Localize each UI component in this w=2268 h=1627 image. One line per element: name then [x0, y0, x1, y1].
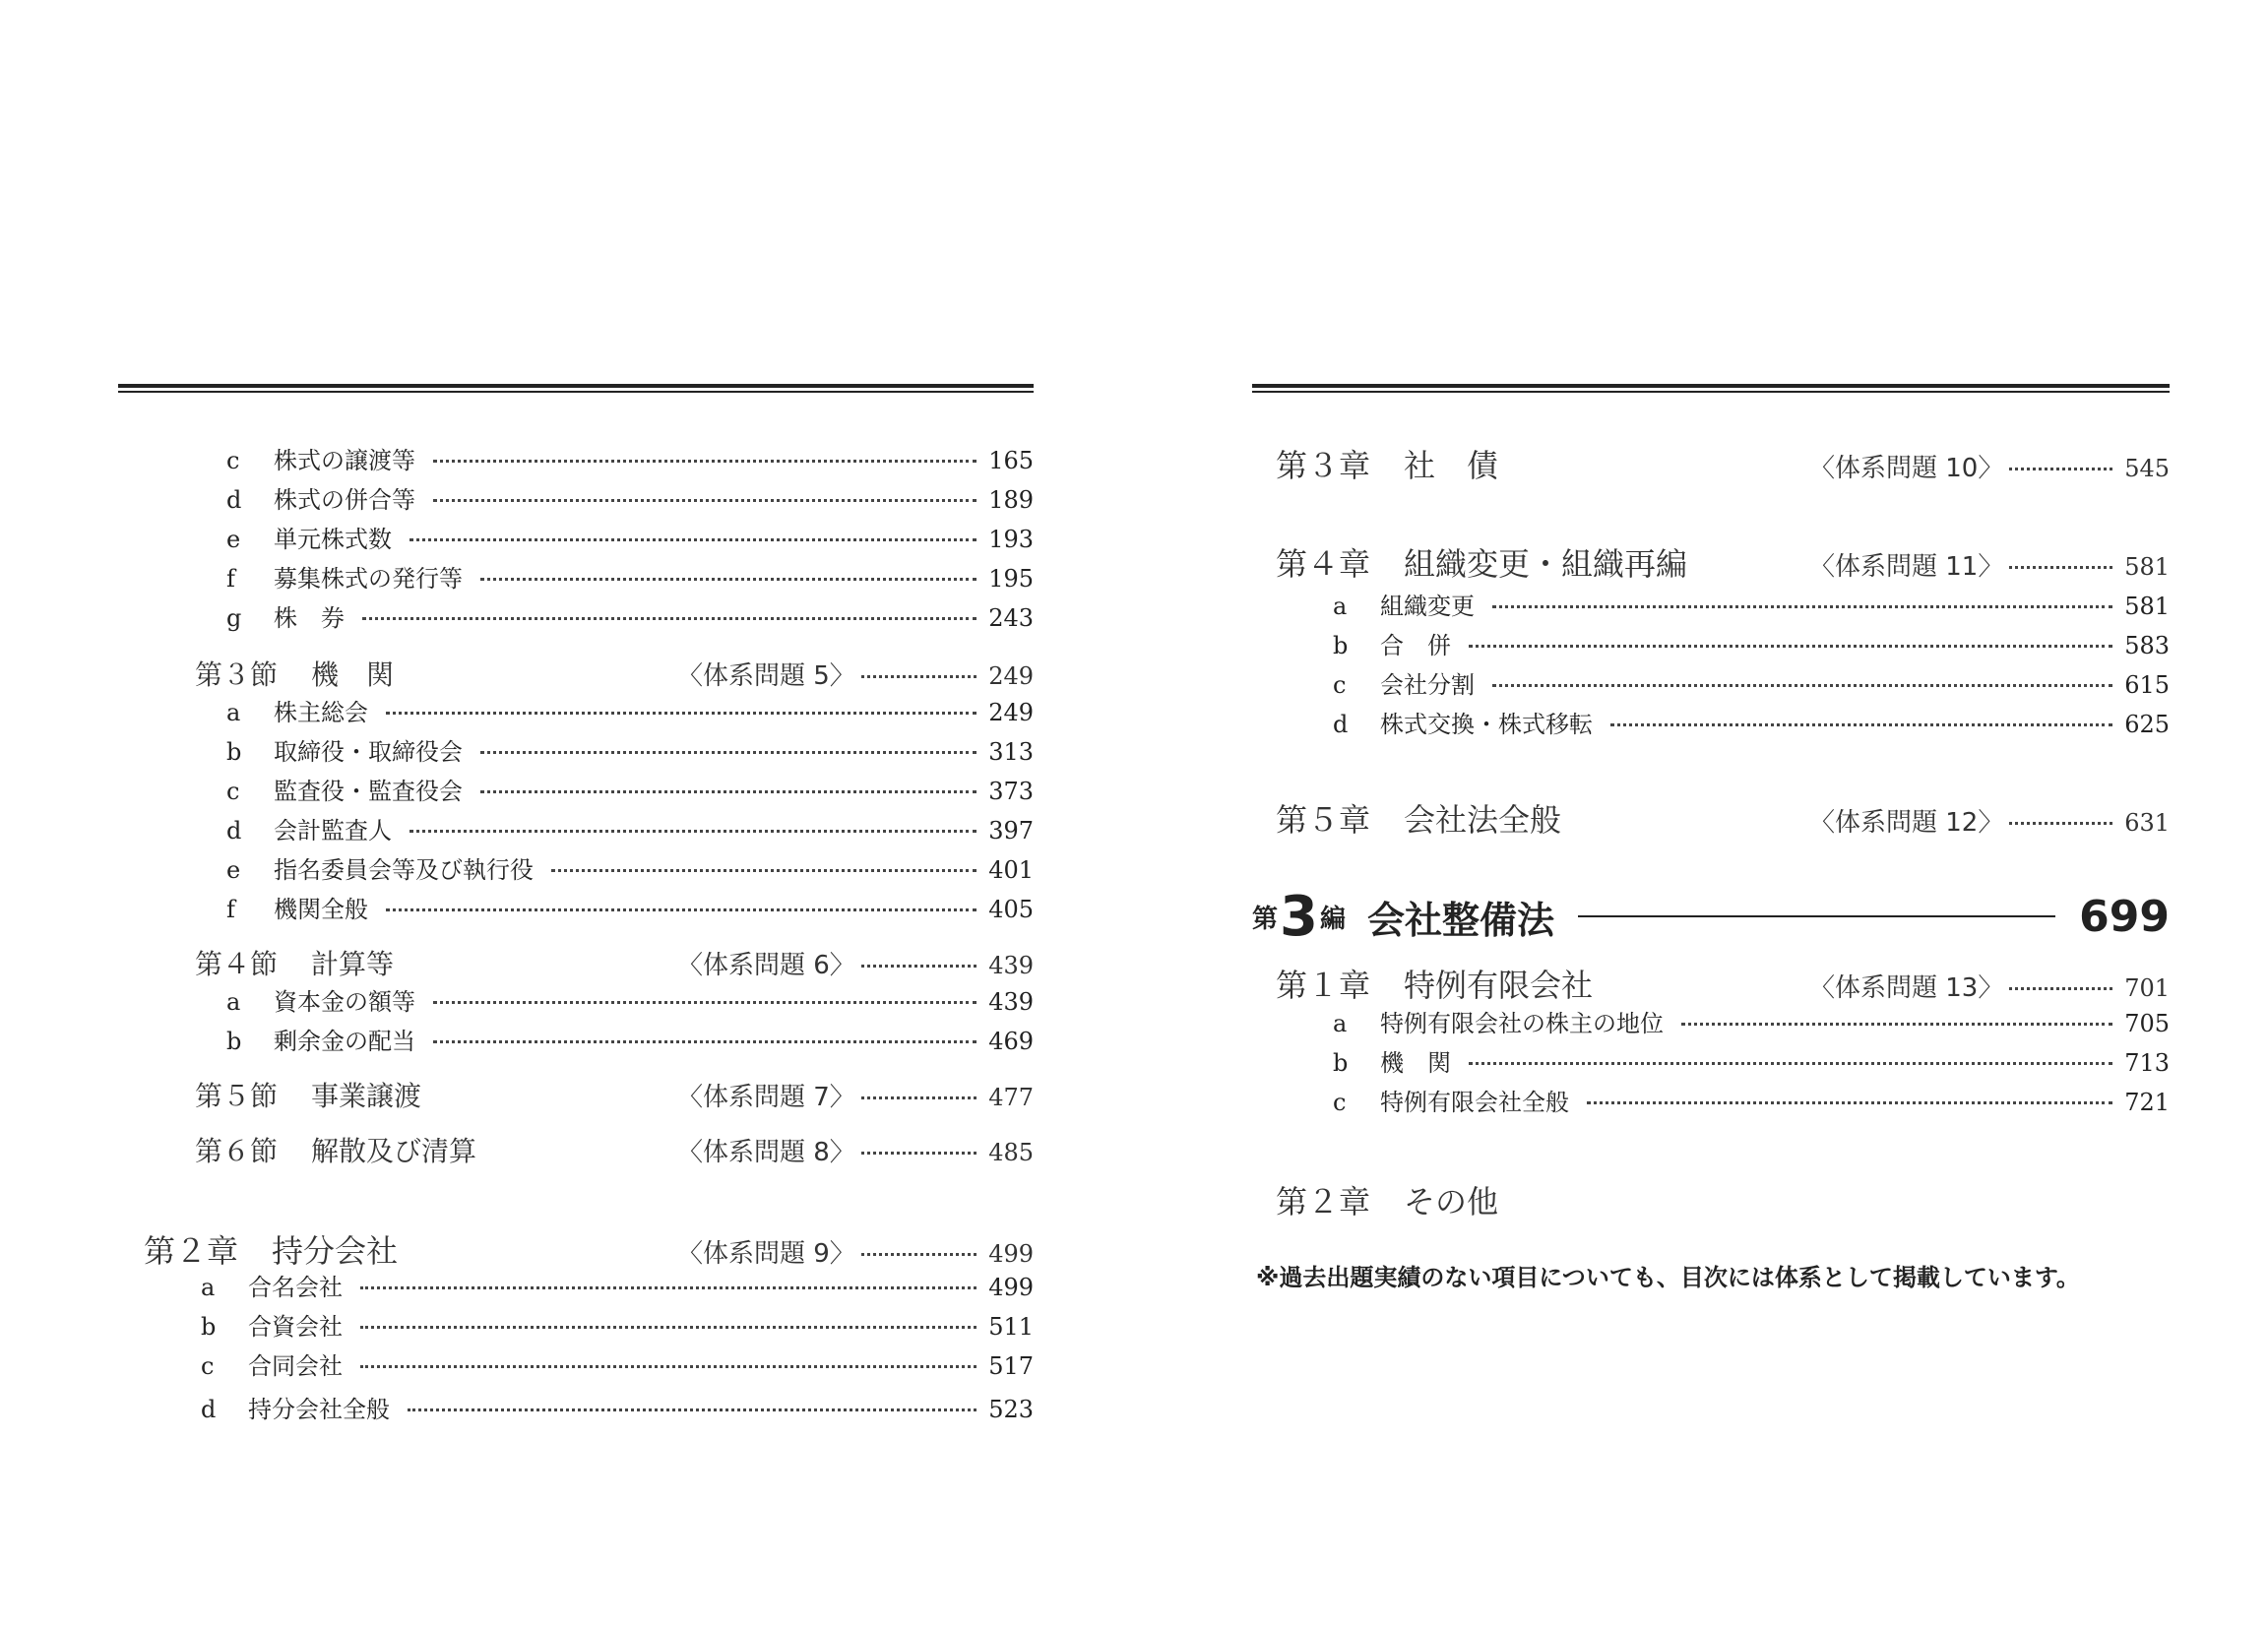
toc-item[interactable]: [201, 1390, 1034, 1424]
leader-dots: [2009, 566, 2112, 569]
leader-dots: [861, 675, 976, 678]
item-title: 株式の併合等: [274, 486, 415, 514]
leader-dots: [433, 499, 976, 502]
problem-ref: 〈体系問題 13〉: [1809, 973, 2004, 1003]
toc-item[interactable]: [226, 559, 1034, 594]
leader-dots: [433, 1001, 976, 1004]
toc-section[interactable]: [195, 1075, 1034, 1114]
item-letter: a: [226, 988, 241, 1016]
chapter-label: 第２章: [144, 1232, 239, 1270]
leader-dots: [1587, 1101, 2112, 1104]
item-page: 193: [988, 526, 1034, 553]
leader-dots: [480, 751, 976, 754]
item-page: 523: [988, 1396, 1034, 1423]
toc-item[interactable]: [226, 772, 1034, 806]
right-page: [1134, 0, 2268, 1627]
leader-dots: [2009, 822, 2112, 825]
footnote: ※過去出題実績のない項目についても、目次には体系として掲載しています。: [1256, 1264, 2080, 1291]
item-letter: d: [1333, 711, 1349, 738]
chapter-label: 第１章: [1276, 967, 1371, 1004]
item-letter: c: [1333, 671, 1347, 699]
toc-chapter[interactable]: [1276, 539, 2170, 585]
toc-item[interactable]: [226, 890, 1034, 924]
item-title: 剰余金の配当: [274, 1028, 415, 1055]
toc-item[interactable]: [201, 1268, 1034, 1302]
item-letter: c: [1333, 1089, 1347, 1116]
item-title: 組織変更: [1380, 593, 1475, 620]
item-letter: f: [226, 896, 235, 923]
item-title: 監査役・監査役会: [274, 778, 463, 805]
chapter-label: 第２章: [1276, 1183, 1371, 1220]
leader-dots: [480, 790, 976, 793]
chapter-page: 581: [2124, 553, 2170, 581]
toc-item[interactable]: [226, 811, 1034, 845]
item-title: 特例有限会社全般: [1380, 1089, 1569, 1116]
item-title: 合同会社: [248, 1352, 343, 1380]
item-page: 581: [2124, 593, 2170, 620]
toc-item[interactable]: [226, 693, 1034, 727]
item-letter: d: [226, 486, 242, 514]
item-letter: e: [226, 856, 241, 884]
leader-dots: [433, 460, 976, 463]
leader-dots: [861, 1253, 976, 1256]
leader-dots: [1610, 723, 2112, 726]
problem-ref: 〈体系問題 11〉: [1809, 552, 2004, 582]
leader-dots: [360, 1365, 976, 1368]
part-number: 3: [1280, 884, 1318, 949]
item-letter: d: [226, 817, 242, 845]
item-page: 615: [2124, 671, 2170, 699]
item-page: 625: [2124, 711, 2170, 738]
part-rule: [1578, 915, 2055, 917]
item-title: 特例有限会社の株主の地位: [1380, 1010, 1664, 1037]
item-page: 397: [988, 817, 1034, 845]
problem-ref: 〈体系問題 10〉: [1809, 454, 2004, 483]
problem-ref: 〈体系問題 6〉: [677, 951, 855, 980]
item-page: 583: [2124, 632, 2170, 659]
section-page: 249: [988, 662, 1034, 690]
item-title: 機 関: [1380, 1049, 1451, 1077]
item-title: 募集株式の発行等: [274, 565, 463, 593]
problem-ref: 〈体系問題 7〉: [677, 1083, 855, 1112]
item-page: 249: [988, 699, 1034, 726]
item-page: 713: [2124, 1049, 2170, 1077]
toc-section[interactable]: [195, 943, 1034, 982]
leader-dots: [408, 1408, 976, 1411]
item-title: 株 券: [274, 604, 345, 632]
part-prefix: 第: [1252, 904, 1279, 934]
toc-item[interactable]: [226, 1022, 1034, 1056]
item-page: 243: [988, 604, 1034, 632]
leader-dots: [410, 830, 976, 833]
toc-item[interactable]: [1333, 1043, 2170, 1078]
top-rule-thin: [1252, 391, 2170, 393]
leader-dots: [1681, 1023, 2112, 1026]
toc-section[interactable]: [195, 1130, 1034, 1169]
item-page: 405: [988, 896, 1034, 923]
item-page: 705: [2124, 1010, 2170, 1037]
leader-dots: [1492, 684, 2112, 687]
item-title: 持分会社全般: [248, 1396, 390, 1423]
chapter-title: その他: [1404, 1183, 1499, 1220]
item-page: 401: [988, 856, 1034, 884]
section-title: 解散及び清算: [311, 1135, 477, 1167]
toc-chapter[interactable]: [1276, 795, 2170, 841]
leader-dots: [1469, 1062, 2112, 1065]
item-page: 469: [988, 1028, 1034, 1055]
item-letter: g: [226, 604, 242, 632]
chapter-label: 第３章: [1276, 447, 1371, 484]
item-title: 株主総会: [274, 699, 368, 726]
leader-dots: [386, 712, 976, 715]
toc-chapter[interactable]: [144, 1226, 1034, 1272]
item-title: 会計監査人: [274, 817, 392, 845]
item-title: 指名委員会等及び執行役: [274, 856, 534, 884]
section-title: 機 関: [311, 658, 395, 691]
item-letter: f: [226, 565, 235, 593]
item-letter: d: [201, 1396, 217, 1423]
leader-dots: [861, 1152, 976, 1155]
item-page: 313: [988, 738, 1034, 766]
item-title: 合資会社: [248, 1313, 343, 1341]
item-title: 資本金の額等: [274, 988, 415, 1016]
part-title: 会社整備法: [1367, 898, 1555, 942]
top-rule-thick: [118, 384, 1034, 388]
item-title: 機関全般: [274, 896, 368, 923]
problem-ref: 〈体系問題 5〉: [677, 661, 855, 691]
toc-item[interactable]: [1333, 587, 2170, 621]
leader-dots: [362, 617, 976, 620]
part-suffix: 編: [1319, 904, 1346, 934]
leader-dots: [861, 965, 976, 968]
item-title: 取締役・取締役会: [274, 738, 463, 766]
toc-item[interactable]: [226, 520, 1034, 554]
item-page: 165: [988, 447, 1034, 474]
toc-item[interactable]: [226, 982, 1034, 1017]
leader-dots: [2009, 468, 2112, 470]
item-page: 511: [988, 1313, 1034, 1341]
toc-item[interactable]: [1333, 665, 2170, 700]
item-letter: a: [1333, 1010, 1348, 1037]
chapter-label: 第５章: [1276, 801, 1371, 839]
toc-item[interactable]: [1333, 1083, 2170, 1117]
section-page: 439: [988, 952, 1034, 979]
chapter-title: 特例有限会社: [1404, 967, 1594, 1004]
leader-dots: [480, 578, 976, 581]
toc-item[interactable]: [1333, 1004, 2170, 1038]
item-letter: b: [201, 1313, 217, 1341]
top-rule-thin: [118, 391, 1034, 393]
leader-dots: [360, 1326, 976, 1329]
leader-dots: [360, 1286, 976, 1289]
section-label: 第５節: [195, 1080, 279, 1112]
toc-item[interactable]: [201, 1346, 1034, 1381]
item-title: 株式の譲渡等: [274, 447, 415, 474]
item-page: 721: [2124, 1089, 2170, 1116]
item-letter: c: [226, 447, 240, 474]
leader-dots: [410, 538, 976, 541]
item-letter: c: [201, 1352, 215, 1380]
chapter-page: 499: [988, 1240, 1034, 1268]
leader-dots: [433, 1040, 976, 1043]
problem-ref: 〈体系問題 8〉: [677, 1138, 855, 1167]
chapter-page: 545: [2124, 455, 2170, 482]
toc-chapter[interactable]: [1276, 1177, 2170, 1222]
toc-item[interactable]: [226, 441, 1034, 475]
item-title: 合 併: [1380, 632, 1451, 659]
toc-item[interactable]: [226, 598, 1034, 633]
section-label: 第６節: [195, 1135, 279, 1167]
item-title: 合名会社: [248, 1274, 343, 1301]
leader-dots: [2009, 987, 2112, 990]
item-letter: c: [226, 778, 240, 805]
chapter-title: 組織変更・組織再編: [1404, 545, 1688, 583]
leader-dots: [386, 908, 976, 911]
leader-dots: [1492, 605, 2112, 608]
chapter-title: 会社法全般: [1404, 801, 1562, 839]
item-letter: b: [1333, 1049, 1349, 1077]
item-letter: a: [226, 699, 241, 726]
section-title: 事業譲渡: [311, 1080, 422, 1112]
leader-dots: [551, 869, 976, 872]
problem-ref: 〈体系問題 9〉: [677, 1239, 855, 1269]
toc-item[interactable]: [201, 1307, 1034, 1342]
item-page: 439: [988, 988, 1034, 1016]
toc-item[interactable]: [226, 732, 1034, 767]
item-title: 単元株式数: [274, 526, 392, 553]
toc-item[interactable]: [226, 480, 1034, 515]
section-page: 485: [988, 1139, 1034, 1166]
chapter-page: 701: [2124, 974, 2170, 1002]
item-page: 189: [988, 486, 1034, 514]
item-title: 会社分割: [1380, 671, 1475, 699]
toc-item[interactable]: [226, 850, 1034, 885]
item-page: 195: [988, 565, 1034, 593]
toc-item[interactable]: [1333, 626, 2170, 660]
part-page: 699: [2079, 891, 2170, 942]
chapter-label: 第４章: [1276, 545, 1371, 583]
item-letter: a: [201, 1274, 216, 1301]
toc-chapter[interactable]: [1276, 441, 2170, 486]
item-title: 株式交換・株式移転: [1380, 711, 1593, 738]
top-rule-thick: [1252, 384, 2170, 388]
section-page: 477: [988, 1084, 1034, 1111]
item-page: 499: [988, 1274, 1034, 1301]
toc-section[interactable]: [195, 654, 1034, 693]
chapter-page: 631: [2124, 809, 2170, 837]
item-letter: a: [1333, 593, 1348, 620]
item-letter: e: [226, 526, 241, 553]
problem-ref: 〈体系問題 12〉: [1809, 808, 2004, 838]
section-label: 第４節: [195, 948, 279, 980]
item-letter: b: [1333, 632, 1349, 659]
leader-dots: [861, 1096, 976, 1099]
toc-item[interactable]: [1333, 705, 2170, 739]
leader-dots: [1469, 645, 2112, 648]
item-letter: b: [226, 1028, 242, 1055]
item-page: 373: [988, 778, 1034, 805]
section-title: 計算等: [311, 948, 395, 980]
item-page: 517: [988, 1352, 1034, 1380]
chapter-title: 社 債: [1404, 447, 1499, 484]
toc-chapter[interactable]: [1276, 961, 2170, 1006]
toc-part[interactable]: [1252, 882, 2170, 951]
section-label: 第３節: [195, 658, 279, 691]
chapter-title: 持分会社: [272, 1232, 399, 1270]
item-letter: b: [226, 738, 242, 766]
